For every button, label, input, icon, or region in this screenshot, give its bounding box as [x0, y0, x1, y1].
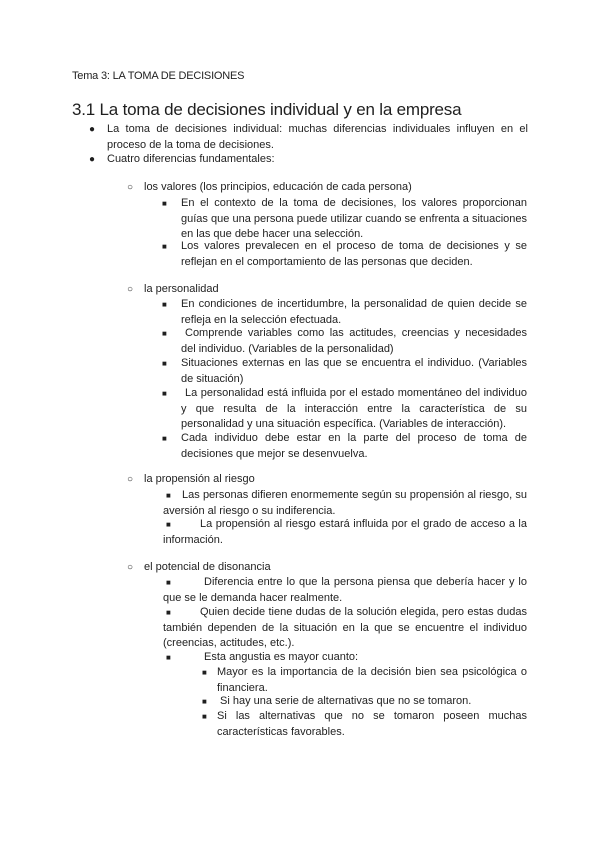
personalidad-item: Cada individuo debe estar en la parte del proceso de toma de decisiones que mejor se desenvuelva.: [181, 432, 527, 460]
personalidad-item: Situaciones externas en las que se encuentra el individuo. (Variables de situación): [181, 357, 527, 385]
valores-item: Los valores prevalecen en el proceso de toma de decisiones y se reflejan en el comportamiento de las personas que deciden.: [181, 240, 527, 268]
disonancia-item: Diferencia entre lo que la persona piensa que debería hacer y lo que se le demanda hacer realmente.: [163, 576, 527, 604]
square-bullet: ■: [202, 668, 207, 677]
square-bullet: ■: [166, 491, 171, 500]
topic-heading: Tema 3: LA TOMA DE DECISIONES: [72, 70, 245, 82]
personalidad-item: Comprende variables como las actitudes, creencias y necesidades del individuo. (Variables de la personalidad): [181, 327, 527, 355]
square-bullet: ■: [166, 520, 171, 529]
riesgo-item: Las personas difieren enormemente según su propensión al riesgo, su aversión al riesgo o su indiferencia.: [163, 489, 527, 517]
square-bullet: ■: [162, 389, 167, 398]
disonancia-subitem: Mayor es la importancia de la decisión bien sea psicológica o financiera.: [217, 666, 527, 694]
disonancia-subitem: Si las alternativas que no se tomaron poseen muchas características favorables.: [217, 710, 527, 738]
disonancia-subitem: Si hay una serie de alternativas que no se tomaron.: [220, 695, 472, 707]
circle-bullet: ○: [127, 562, 134, 573]
bullet-dot: ●: [89, 154, 96, 165]
valores-title: los valores (los principios, educación de cada persona): [144, 181, 412, 193]
personalidad-item: En condiciones de incertidumbre, la personalidad de quien decide se refleja en la selección efectuada.: [181, 298, 527, 326]
square-bullet: ■: [162, 329, 167, 338]
valores-item: En el contexto de la toma de decisiones, los valores proporcionan guías que una persona puede utilizar cuando se enfrenta a situaciones en las que debe hacer una selección.: [181, 197, 527, 240]
square-bullet: ■: [166, 608, 171, 617]
circle-bullet: ○: [127, 182, 134, 193]
square-bullet: ■: [162, 199, 167, 208]
square-bullet: ■: [202, 712, 207, 721]
disonancia-title: el potencial de disonancia: [144, 561, 271, 573]
circle-bullet: ○: [127, 474, 134, 485]
square-bullet: ■: [162, 359, 167, 368]
personalidad-title: la personalidad: [144, 283, 219, 295]
circle-bullet: ○: [127, 284, 134, 295]
disonancia-item: Esta angustia es mayor cuanto:: [204, 651, 359, 663]
riesgo-title: la propensión al riesgo: [144, 473, 255, 485]
bullet-dot: ●: [89, 124, 96, 135]
square-bullet: ■: [202, 697, 207, 706]
square-bullet: ■: [162, 434, 167, 443]
riesgo-item: La propensión al riesgo estará influida por el grado de acceso a la información.: [163, 518, 527, 546]
section-title: 3.1 La toma de decisiones individual y en la empresa: [72, 100, 462, 119]
square-bullet: ■: [166, 653, 171, 662]
square-bullet: ■: [162, 300, 167, 309]
personalidad-item: La personalidad está influida por el estado momentáneo del individuo y que resulta de la interacción entre la característica de su personalidad y una situación específica. (Variables de interacción).: [181, 387, 527, 430]
bullet-four-differences: Cuatro diferencias fundamentales:: [107, 153, 275, 165]
bullet-individual: La toma de decisiones individual: muchas diferencias individuales influyen en el proceso de la toma de decisiones.: [107, 123, 528, 151]
disonancia-item: Quien decide tiene dudas de la solución elegida, pero estas dudas también dependen de la situación en la que se encuentre el individuo (creencias, actitudes, etc.).: [163, 606, 527, 649]
square-bullet: ■: [162, 242, 167, 251]
square-bullet: ■: [166, 578, 171, 587]
